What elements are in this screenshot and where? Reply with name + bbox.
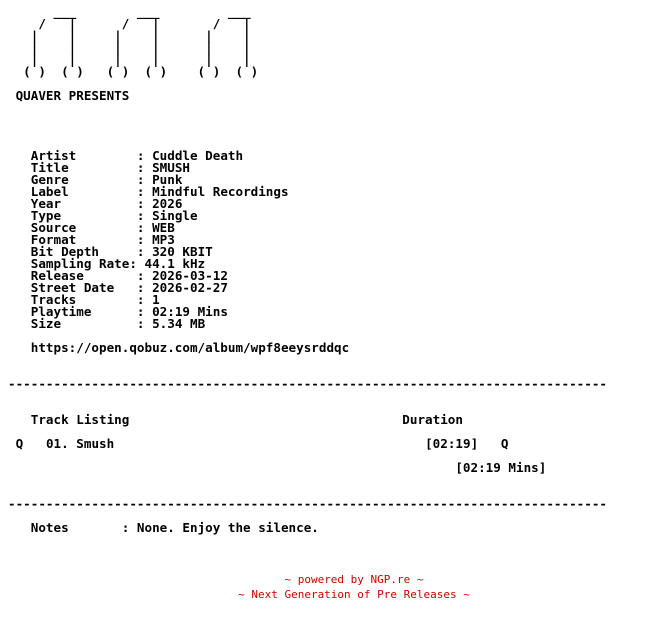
playtime-label: Playtime : — [30, 304, 153, 319]
logo-line-1: ___ ___ ___ — [8, 4, 251, 19]
nfo-text — [0, 6, 607, 534]
genre-label: Genre : — [30, 172, 153, 187]
title-label: Title : — [30, 160, 153, 175]
sampling-rate-label: Sampling Rate: — [30, 256, 145, 271]
track-marker-left: Q — [15, 436, 24, 451]
total-playtime: [02:19 Mins] — [455, 460, 547, 475]
separator-line: ------------------------------------------------------------------------------- — [8, 376, 607, 391]
notes-value: None. Enjoy the silence. — [136, 520, 319, 535]
size-value: 5.34 MB — [152, 316, 206, 331]
artist-value: Cuddle Death — [152, 148, 244, 163]
logo-line-3: | | | | | | — [8, 28, 251, 43]
type-value: Single — [152, 208, 198, 223]
tracks-value: 1 — [152, 292, 160, 307]
type-label: Type : — [30, 208, 153, 223]
format-label: Format : — [30, 232, 153, 247]
sampling-rate-value: 44.1 kHz — [144, 256, 206, 271]
duration-header: Duration — [402, 412, 463, 427]
street-date-value: 2026-02-27 — [152, 280, 228, 295]
notes-label: Notes : — [30, 520, 137, 535]
footer-tagline: ~ Next Generation of Pre Releases ~ — [238, 588, 470, 601]
track-marker-right: Q — [500, 436, 509, 451]
presents-title: QUAVER PRESENTS — [8, 88, 130, 103]
separator-line: ------------------------------------------------------------------------------- — [8, 496, 607, 511]
track-listing-header: Track Listing — [30, 412, 130, 427]
track-duration: [02:19] — [425, 436, 479, 451]
record-label-label: Label : — [30, 184, 153, 199]
track-name: Smush — [76, 436, 115, 451]
footer-powered-by: ~ powered by NGP.re ~ — [284, 573, 424, 586]
source-value: WEB — [152, 220, 175, 235]
record-label-value: Mindful Recordings — [152, 184, 289, 199]
bit-depth-label: Bit Depth : — [30, 244, 153, 259]
format-value: MP3 — [152, 232, 175, 247]
logo-line-5: | | | | | | — [8, 52, 251, 67]
artist-label: Artist : — [30, 148, 153, 163]
size-label: Size : — [30, 316, 153, 331]
track-number: 01. — [45, 436, 69, 451]
logo-line-4: | | | | | | — [8, 40, 251, 55]
year-value: 2026 — [152, 196, 183, 211]
tracks-label: Tracks : — [30, 292, 153, 307]
street-date-label: Street Date : — [30, 280, 153, 295]
title-value: SMUSH — [152, 160, 190, 175]
playtime-value: 02:19 Mins — [152, 304, 228, 319]
logo-line-2: / | / | / | — [8, 16, 251, 31]
bit-depth-value: 320 KBIT — [152, 244, 213, 259]
release-label: Release : — [30, 268, 153, 283]
release-value: 2026-03-12 — [152, 268, 228, 283]
footer — [0, 572, 648, 602]
source-label: Source : — [30, 220, 153, 235]
logo-line-6: ( ) ( ) ( ) ( ) ( ) ( ) — [8, 64, 259, 79]
year-label: Year : — [30, 196, 153, 211]
genre-value: Punk — [152, 172, 183, 187]
album-url: https://open.qobuz.com/album/wpf8eeysrddqc — [30, 340, 350, 355]
